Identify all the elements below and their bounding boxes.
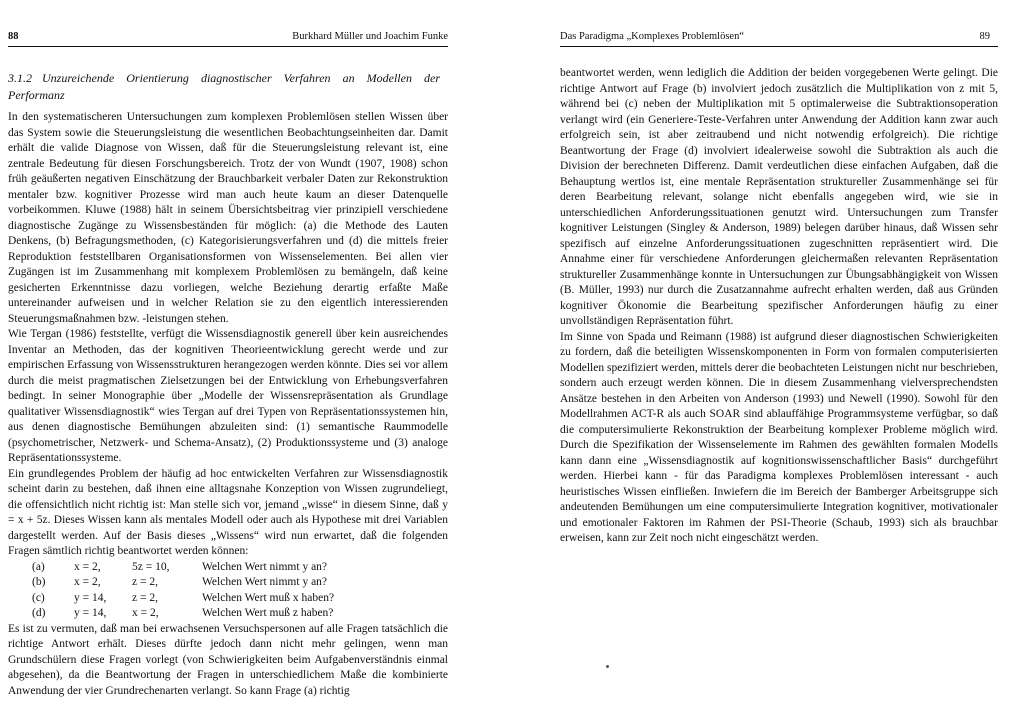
left-page [8,0,448,720]
question-given-1: y = 14, [74,591,107,604]
paragraph: Ein grundlegendes Problem der häufig ad hoc entwickelten Verfahren zur Wissensdiagnostik scheint darin zu bestehen, daß ihnen eine alltagsnahe Konzeption von Wissen zugrundeliegt, die offensichtlich nicht richtig ist: Man stelle sich vor, jemand „wisse“ in diesem Sinne, daß y = x + 5z. Dieses Wissen kann als mentales Modell oder auch als Hypothese mit drei Variablen dargestellt werden. Auf der Basis dieses „Wissens“ wird nun erwartet, daß die folgenden Fragen sämtlich richtig beantwortet werden können: [8,467,448,557]
list-item [8,606,448,622]
question-label: (d) [32,607,46,619]
paragraph: Im Sinne von Spada und Reimann (1988) ist aufgrund dieser diagnostischen Schwierigkeiten zu fordern, daß die beteiligten Wissenskomponenten in Form von formalen computerisierten Modellen spezifiziert werden, mittels derer die beobachteten Leistungen nicht nur beschrieben, sondern auch erzeugt werden können. Die in diesem Zusammenhang vielversprechendsten Ansätze bestehen in den Arbeiten von Anderson (1993) und Newell (1990). Sowohl für den Modellrahmen ACT-R als auch SOAR sind ablauffähige Programmsysteme verfügbar, so daß die computersimulierte Rekonstruktion der Bearbeitung komplexer Probleme möglich wird. Durch die Spezifikation der Wissenselemente im Rahmen des gewählten formalen Modells kann dann eine „Wissensdiagnostik auf kognitionswissenschaftlicher Basis“ durchgeführt werden. Hierbei kann - für das Paradigma komplexes Problemlösen interessant - auch heuristisches Wissen einfließen. Inwiefern die im Bereich der Bamberger Arbeitsgruppe sich andeutenden Bemühungen um eine computersimulierte Integration kognitiver, motivationaler und emotionaler Faktoren im Rahmen der PSI-Theorie (Schaub, 1993) sich als brauchbar erweisen, kann zur Zeit noch nicht eingeschätzt werden. [560,330,998,544]
left-running-head [8,30,448,44]
question-given-2: z = 2, [132,576,158,588]
right-page-number: 89 [979,31,990,42]
left-header-rule [8,46,448,47]
right-header-rule [560,46,998,47]
right-running-head [560,30,998,44]
left-running-title: Burkhard Müller und Joachim Funke [292,31,448,42]
question-text: Welchen Wert nimmt y an? [202,576,328,588]
question-text: Welchen Wert nimmt y an? [202,560,328,573]
left-page-number: 88 [8,31,19,42]
list-item [8,575,448,591]
question-list [8,560,448,622]
question-given-2: x = 2, [132,607,159,619]
right-running-title: Das Paradigma „Komplexes Problemlösen“ [560,31,744,42]
section-title: Unzureichende Orientierung diagnostischer Verfahren an Modellen der Performanz [8,71,440,102]
right-body-text [560,66,998,547]
question-given-2: 5z = 10, [132,560,170,573]
question-text: Welchen Wert muß z haben? [202,607,334,619]
question-label: (b) [32,576,46,588]
right-page [560,0,998,720]
section-heading [8,70,440,104]
paragraph: Wie Tergan (1986) feststellte, verfügt die Wissensdiagnostik generell über kein ausreichendes Inventar an Methoden, das der kognitiven Theorieentwicklung gerecht werde und zur empirischen Erfassung von Wissensstrukturen herangezogen werden könnte. Dies sei vor allem durch die meist pragmatischen Zielsetzungen bei der Entwicklung von Erhebungsverfahren bedingt. In seiner Monographie über „Modelle der Wissensrepräsentation als Grundlage qualitativer Wissensdiagnostik“ wies Tergan auf drei Typen von Repräsentationssystemen hin, aus denen diagnostische Bemühungen abzuleiten sind: (1) semantische Raummodelle (psychometrischer, Netzwerk- und Schema-Ansatz), (2) Produktionssysteme und (3) analoge Repräsentationssysteme. [8,328,448,464]
list-item [8,560,448,576]
paragraph: In den systematischeren Untersuchungen zum komplexen Problemlösen stellen Wissen über das System sowie die Steuerungsleistung die wesentlichen Beobachtungseinheiten dar. Damit erhält die valide Diagnose von Wissen, daß für die Steuerungsleistung relevant ist, eine zentrale Bedeutung für diesen Forschungsbereich. Trotz der von Wundt (1907, 1908) schon früh geäußerten negativen Einschätzung der Brauchbarkeit verbaler Daten zur Rekonstruktion mentaler bzw. kognitiver Prozesse wird man auch heute kaum an dieser Datenquelle vorbeikommen. Kluwe (1988) hält in seinem Übersichtsbeitrag vier prinzipiell verschiedene diagnostische Zugänge zu Wissensbeständen für möglich: (a) die Methode des Lauten Denkens, (b) Befragungsmethoden, (c) Kategorisierungsverfahren und (d) die mittels freier Reproduktion feststellbaren Organisationsformen von Wissenselementen. Bei allen vier Zugängen ist im Zusammenhang mit komplexem Problemlösen zu bemängeln, daß keine gesicherten Erkenntnisse dazu vorliegen, welche Beziehung derartig erfaßte Maße untereinander aufweisen und in welcher Relation sie zu den eigentlich interessierenden Steuerungsmaßnahmen bzw. -leistungen stehen. [8,111,448,325]
paragraph: Es ist zu vermuten, daß man bei erwachsenen Versuchspersonen auf alle Fragen tatsächlich die richtige Antwort erhält. Dieses dürfte jedoch dann nicht mehr gelingen, wenn man Grundschülern diese Fragen vorlegt (von Schwierigkeiten beim Aufgabenverständnis einmal abgesehen), da die Beantwortung der Fragen in unterschiedlichem Maße die kombinierte Anwendung der vier Grundrechenarten verlangt. So kann Frage (a) richtig [8,622,448,697]
question-given-1: x = 2, [74,576,101,588]
question-given-1: x = 2, [74,560,101,573]
list-item [8,591,448,607]
scan-speck [606,665,609,668]
question-text: Welchen Wert muß x haben? [202,591,335,604]
question-given-1: y = 14, [74,607,107,619]
question-label: (a) [32,560,45,573]
left-body-text [8,110,448,699]
question-given-2: z = 2, [132,591,158,604]
section-number: 3.1.2 [8,71,32,85]
question-label: (c) [32,591,45,604]
paragraph: beantwortet werden, wenn lediglich die Addition der beiden vorgegebenen Werte gelingt. Die richtige Antwort auf Frage (b) involviert jedoch zusätzlich die Multiplikation von z mit 5, während bei (c) neben der Multiplikation mit 5 optimalerweise die Subtraktionsoperation verlangt wird (ein Generiere-Teste-Verfahren unter Anwendung der Addition kann zwar auch erfolgreich sein, ist aber zeitraubend und nicht notwendig erfolgreich). Die richtige Beantwortung der Frage (d) involviert idealerweise sowohl die Subtraktion als auch die Division der berechneten Differenz. Damit verdeutlichen diese einfachen Aufgaben, daß die Behauptung wertlos ist, eine mentale Repräsentation struktureller Zusammenhänge sei für deren Bearbeitung relevant, solange nicht ebenfalls angegeben wird, wie sie in unterschiedlichen Anforderungssituationen genutzt wird. Untersuchungen zum Transfer kognitiver Leistungen (Singley & Anderson, 1989) belegen darüber hinaus, daß Wissen sehr spezifisch auf einzelne Anforderungssituationen zugeschnitten repräsentiert wird. Die Annahme einer für verschiedene Anforderungen gleichermaßen relevanten Repräsentation struktureller Zusammenhänge konnte in Untersuchungen zur Übungsabhängigkeit von Wissen (B. Müller, 1993) nur durch die Zusatzannahme aufrecht erhalten werden, daß aus Gründen kognitiver Ökonomie die Bearbeitung spezifischer Anforderungen häufig zu einer unvollständigen Repräsentation führt. [560,67,998,327]
